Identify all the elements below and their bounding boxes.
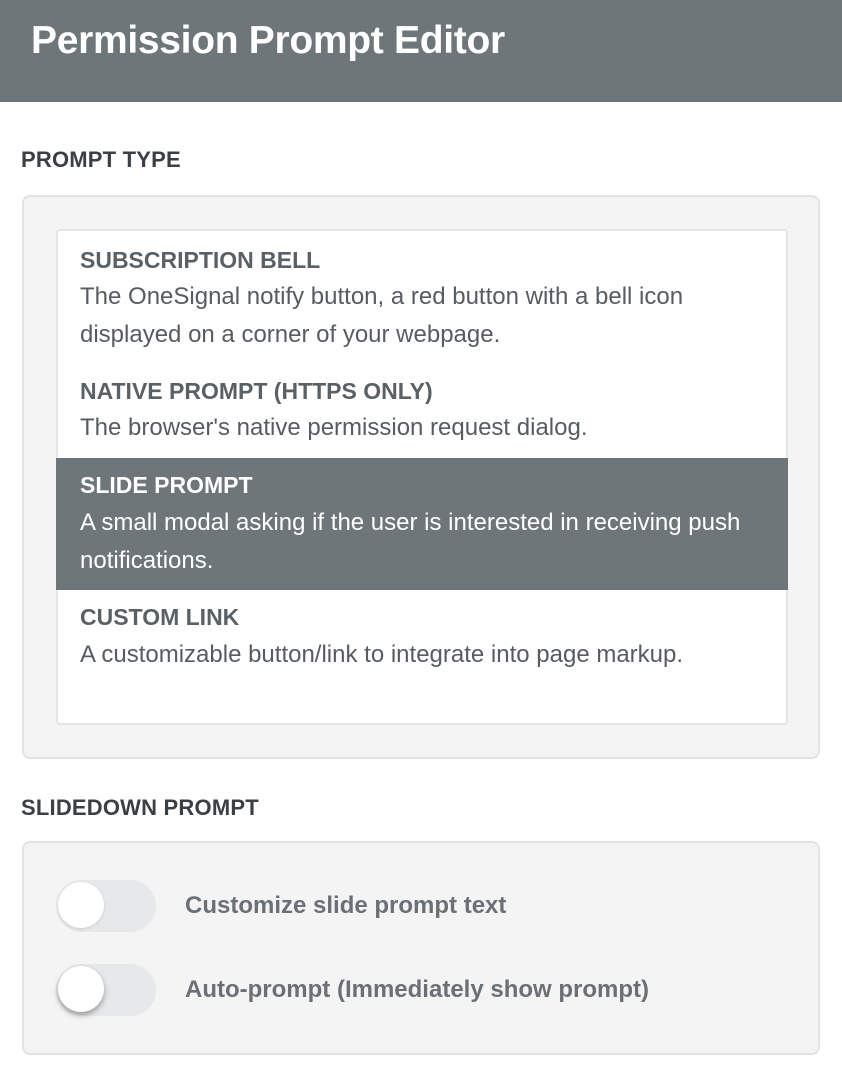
option-description: The OneSignal notify button, a red button with a bell icon displayed on a corner of your webpage. [80,283,684,348]
customize-text-toggle[interactable] [56,880,156,932]
option-title: SUBSCRIPTION BELL [80,247,321,273]
slidedown-prompt-section-label: SLIDEDOWN PROMPT [21,795,259,820]
header-bar [0,0,842,102]
option-title: NATIVE PROMPT (HTTPS ONLY) [80,378,433,404]
option-native-prompt[interactable] [56,359,788,458]
option-description: A customizable button/link to integrate into page markup. [80,641,684,668]
option-title: SLIDE PROMPT [80,472,253,498]
prompt-type-section-label: PROMPT TYPE [21,147,181,172]
toggle-knob [58,882,104,928]
page-title: Permission Prompt Editor [31,19,505,62]
toggle-label: Customize slide prompt text [185,892,507,919]
slidedown-prompt-panel [22,841,820,1055]
option-description: A small modal asking if the user is interested in receiving push notifications. [80,509,741,574]
toggle-label: Auto-prompt (Immediately show prompt) [185,976,649,1003]
toggle-knob [58,966,104,1012]
option-description: The browser's native permission request dialog. [80,414,588,441]
toggle-row-customize-text [56,880,756,932]
option-subscription-bell[interactable] [56,231,788,359]
auto-prompt-toggle[interactable] [56,964,156,1016]
option-title: CUSTOM LINK [80,604,240,630]
toggle-row-auto-prompt [56,964,756,1016]
option-custom-link[interactable] [56,590,788,722]
option-slide-prompt[interactable] [56,458,788,590]
